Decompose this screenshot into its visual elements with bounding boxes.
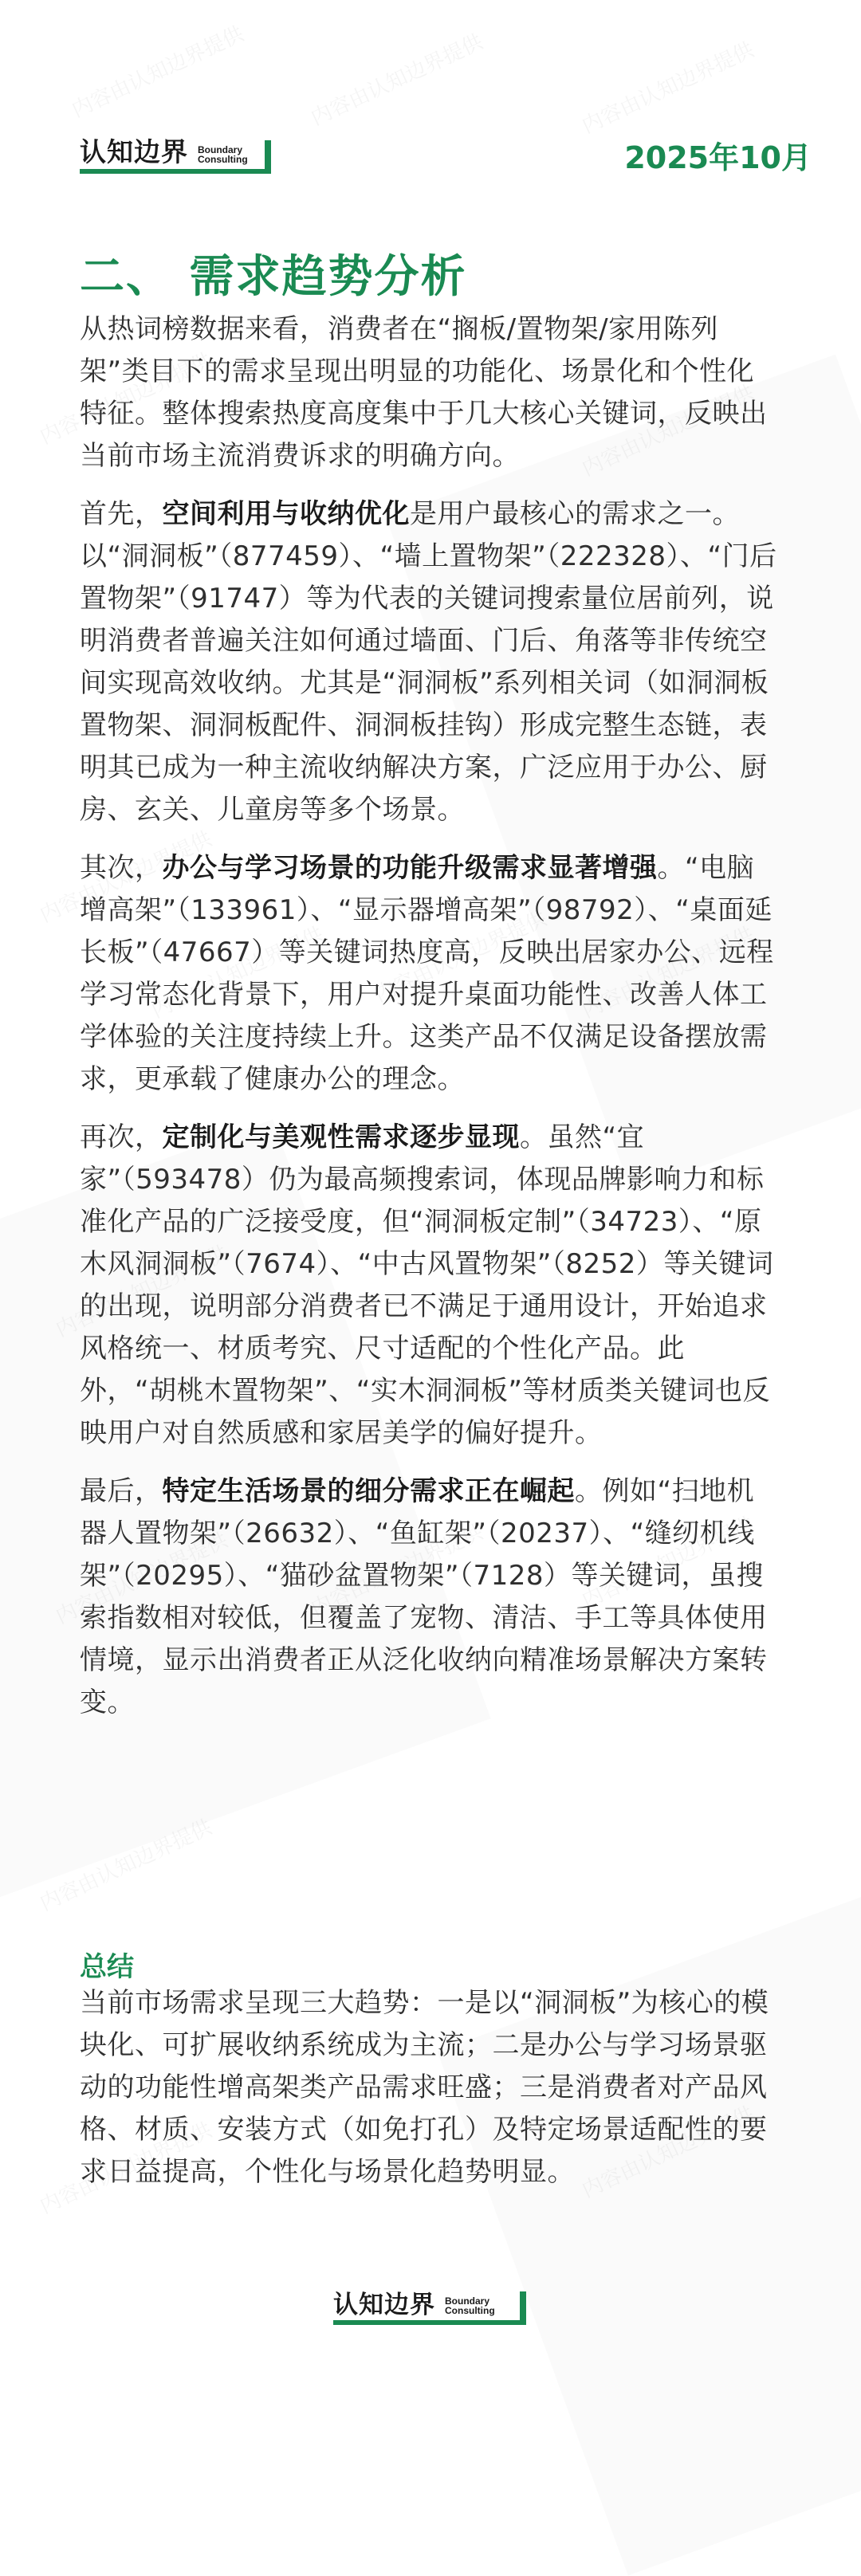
logo-subtext — [445, 2296, 495, 2315]
paragraph-lead: 最后， — [80, 1475, 163, 1507]
logo-subtext-line2: Consulting — [445, 2305, 495, 2316]
paragraph-text: 从热词榜数据来看，消费者在“搁板/置物架/家用陈列架”类目下的需求呈现出明显的功能化、场景化和个性化特征。整体搜索热度高度集中于几大核心关键词，反映出当前市场主流消费诉求的明确方向。 — [80, 313, 768, 472]
paragraph-custom — [80, 1117, 781, 1455]
paragraph-office — [80, 847, 781, 1101]
logo-flag — [520, 2291, 526, 2325]
paragraph-lead: 首先， — [80, 498, 163, 530]
paragraph-text: 。“电脑增高架”（133961）、“显示器增高架”（98792）、“桌面延长板”（47667）等关键词热度高，反映出居家办公、远程学习常态化背景下，用户对提升桌面功能性、改善人体工学体验的关注度持续上升。这类产品不仅满足设备摆放需求，更承载了健康办公的理念。 — [80, 852, 774, 1095]
paragraph-highlight: 特定生活场景的细分需求正在崛起 — [162, 1475, 575, 1507]
logo-subtext-line2: Consulting — [198, 154, 248, 165]
logo-subtext — [198, 145, 248, 164]
watermark — [576, 33, 758, 139]
paragraph-text: 是用户最核心的需求之一。以“洞洞板”（877459）、“墙上置物架”（222328）、“门后置物架”（91747）等为代表的关键词搜索量位居前列，说明消费者普遍关注如何通过墙面、门后、角落等非传统空间实现高效收纳。尤其是“洞洞板”系列相关词（如洞洞板置物架、洞洞板配件、洞洞板挂钩）形成完整生态链，表明其已成为一种主流收纳解决方案，广泛应用于办公、厨房、玄关、儿童房等多个场景。 — [80, 498, 777, 826]
logo-underline — [333, 2320, 526, 2325]
footer-logo — [333, 2285, 526, 2320]
paragraph-scenario — [80, 1471, 781, 1724]
paragraph-text: 。虽然“宜家”（593478）仍为最高频搜索词，体现品牌影响力和标准化产品的广泛接受度，但“洞洞板定制”（34723）、“原木风洞洞板”（7674）、“中古风置物架”（8252）等关键词的出现，说明部分消费者已不满足于通用设计，开始追求风格统一、材质考究、尺寸适配的个性化产品。此外，“胡桃木置物架”、“实木洞洞板”等材质类关键词也反映用户对自然质感和家居美学的偏好提升。 — [80, 1121, 774, 1449]
paragraph-lead: 再次， — [80, 1121, 163, 1153]
logo-text: 认知边界 — [333, 2291, 435, 2319]
section-title: 二、 需求趋势分析 — [80, 251, 467, 303]
watermark — [66, 18, 248, 123]
logo-subtext-line1: Boundary — [198, 144, 243, 155]
paragraph-text: 。例如“扫地机器人置物架”（26632）、“鱼缸架”（20237）、“缝纫机线架”（20295）、“猫砂盆置物架”（7128）等关键词，虽搜索指数相对较低，但覆盖了宠物、清洁、手工等具体使用情境，显示出消费者正从泛化收纳向精准场景解决方案转变。 — [80, 1475, 768, 1718]
paragraph-highlight: 空间利用与收纳优化 — [162, 498, 410, 530]
paragraph-intro — [80, 308, 781, 477]
analysis-body — [80, 308, 781, 1740]
summary-title: 总结 — [80, 1951, 134, 1983]
logo-subtext-line1: Boundary — [445, 2295, 490, 2307]
summary-text: 当前市场需求呈现三大趋势：一是以“洞洞板”为核心的模块化、可扩展收纳系统成为主流；二是办公与学习场景驱动的功能性增高架类产品需求旺盛；三是消费者对产品风格、材质、安装方式（如免打孔）及特定场景适配性的要求日益提高，个性化与场景化趋势明显。 — [80, 1987, 769, 2188]
logo-text: 认知边界 — [80, 136, 188, 167]
paragraph-highlight: 定制化与美观性需求逐步显现 — [162, 1121, 520, 1153]
watermark — [305, 26, 487, 131]
logo-underline — [80, 169, 271, 174]
paragraph-highlight: 办公与学习场景的功能升级需求显著增强 — [162, 852, 658, 884]
paragraph-lead: 其次， — [80, 852, 163, 884]
paragraph-space — [80, 493, 781, 831]
logo-flag — [265, 140, 271, 174]
header-logo — [80, 134, 271, 169]
report-date: 2025年10月 — [624, 140, 812, 175]
